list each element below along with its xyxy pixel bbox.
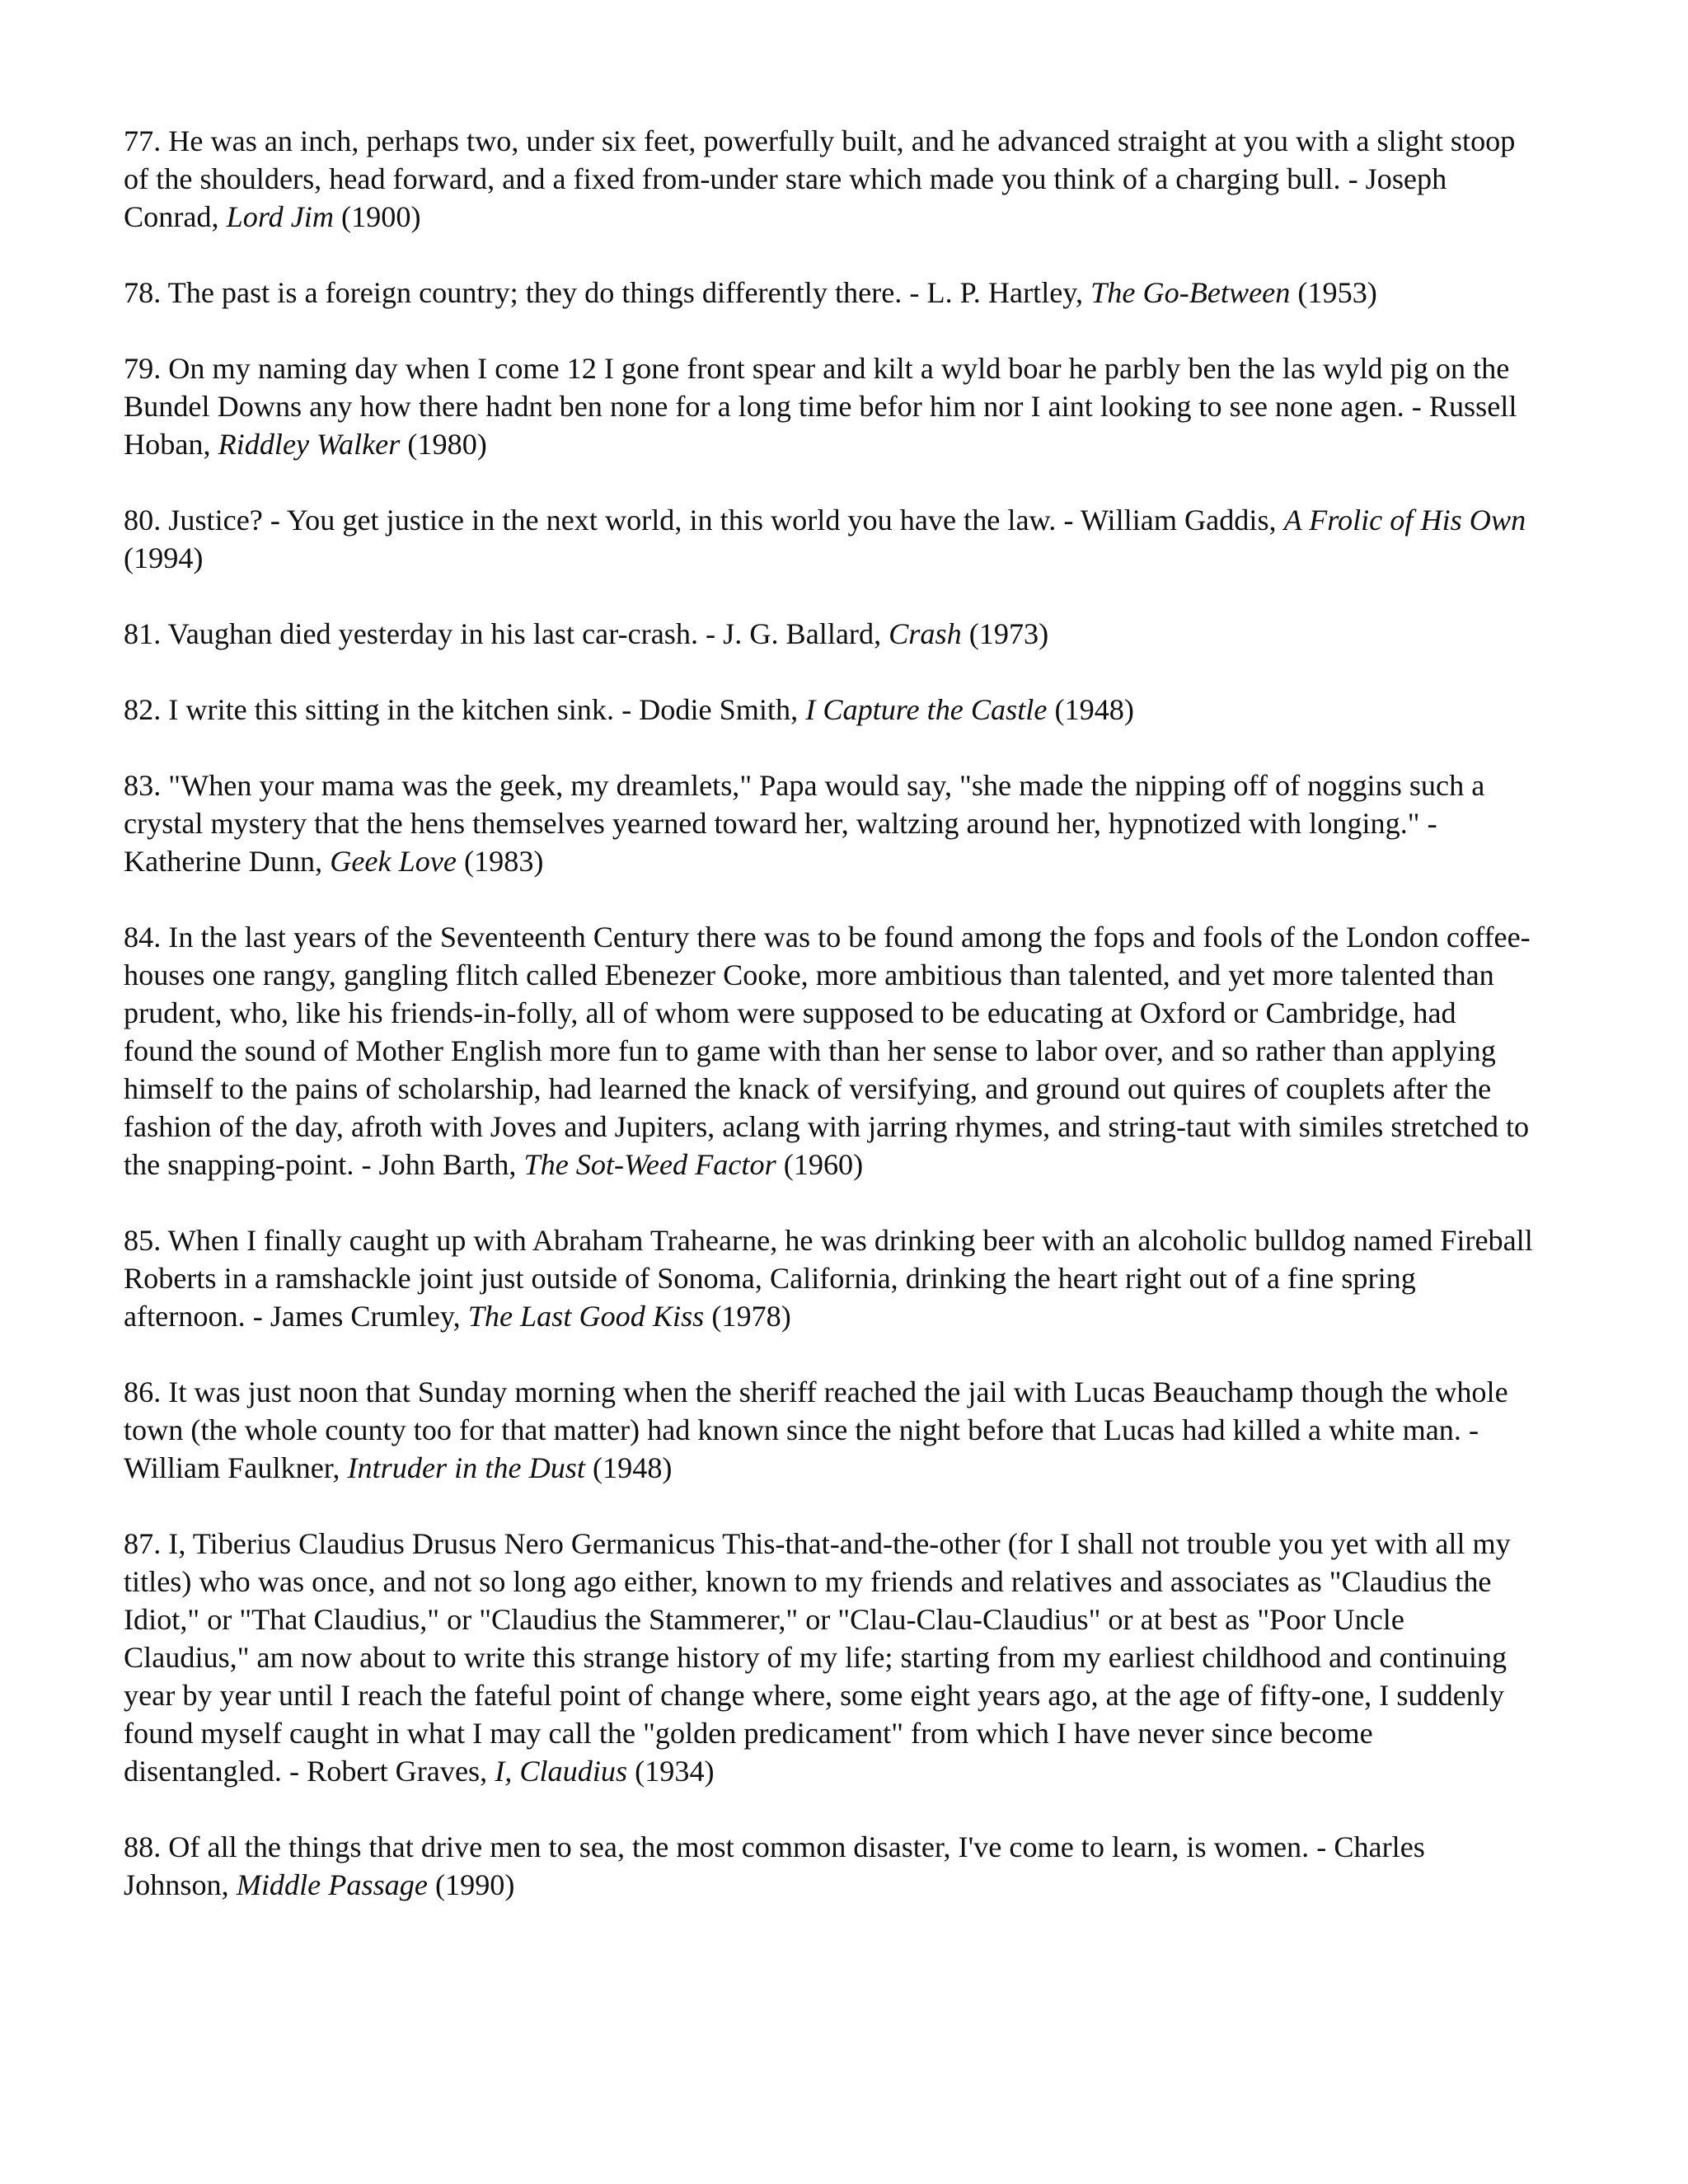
- publication-year: (1973): [961, 617, 1049, 650]
- publication-year: (1980): [400, 428, 487, 461]
- publication-year: (1948): [1047, 693, 1134, 726]
- quote-entry-80: [124, 501, 1533, 577]
- book-title: Riddley Walker: [218, 428, 401, 461]
- quote-text: 85. When I finally caught up with Abraham Trahearne, he was drinking beer with an alcoholic bulldog named Fireball Roberts in a ramshackle joint just outside of Sonoma, California, drinking the heart right out of a fine spring afternoon. - James Crumley,: [124, 1224, 1533, 1333]
- quote-entry-82: [124, 691, 1533, 729]
- book-title: Middle Passage: [236, 1868, 428, 1901]
- document-page: [124, 122, 1533, 1904]
- book-title: The Sot-Weed Factor: [523, 1148, 776, 1181]
- publication-year: (1948): [584, 1451, 673, 1484]
- quote-entry-86: [124, 1373, 1533, 1487]
- quote-text: 84. In the last years of the Seventeenth Century there was to be found among the fops and fools of the London coffee-houses one rangy, gangling flitch called Ebenezer Cooke, more ambitious than talented, and yet more talented than prudent, who, like his friends-in-folly, all of whom were supposed to be educating at Oxford or Cambridge, had found the sound of Mother English more fun to game with than her sense to labor over, and so rather than applying himself to the pains of scholarship, had learned the knack of versifying, and ground out quires of couplets after the fashion of the day, afroth with Joves and Jupiters, aclang with jarring rhymes, and string-taut with similes stretched to the snapping-point. - John Barth,: [124, 921, 1531, 1181]
- quote-entry-77: [124, 122, 1533, 236]
- publication-year: (1978): [704, 1300, 791, 1333]
- quote-text: 88. Of all the things that drive men to sea, the most common disaster, I've come to learn, is women. - Charles Johnson,: [124, 1830, 1425, 1901]
- quote-text: 79. On my naming day when I come 12 I gone front spear and kilt a wyld boar he parbly ben the las wyld pig on the Bundel Downs any how there hadnt ben none for a long time befor him nor I aint looking to see none agen. - Russell Hoban,: [124, 352, 1517, 461]
- quote-text: 78. The past is a foreign country; they do things differently there. - L. P. Hartley,: [124, 276, 1091, 309]
- publication-year: (1953): [1290, 276, 1377, 309]
- publication-year: (1960): [776, 1148, 864, 1181]
- publication-year: (1994): [124, 541, 204, 574]
- book-title: Lord Jim: [226, 200, 334, 233]
- quote-text: 83. "When your mama was the geek, my dreamlets," Papa would say, "she made the nipping off of noggins such a crystal mystery that the hens themselves yearned toward her, waltzing around her, hypnotized with longing." - Katherine Dunn,: [124, 769, 1485, 878]
- book-title: The Last Good Kiss: [467, 1300, 705, 1333]
- book-title: I, Claudius: [495, 1755, 628, 1788]
- quote-entry-88: [124, 1828, 1533, 1904]
- book-title: Crash: [889, 617, 962, 650]
- quote-text: 81. Vaughan died yesterday in his last car-crash. - J. G. Ballard,: [124, 617, 889, 650]
- publication-year: (1990): [427, 1868, 515, 1901]
- quote-text: 87. I, Tiberius Claudius Drusus Nero Germanicus This-that-and-the-other (for I shall not trouble you yet with all my titles) who was once, and not so long ago either, known to my friends and relatives and associates as "Claudius the Idiot," or "That Claudius," or "Claudius the Stammerer," or "Clau-Clau-Claudius" or at best as "Poor Uncle Claudius," am now about to write this strange history of my life; starting from my earliest childhood and continuing year by year until I reach the fateful point of change where, some eight years ago, at the age of fifty-one, I suddenly found myself caught in what I may call the "golden predicament" from which I have never since become disentangled. - Robert Graves,: [124, 1527, 1511, 1788]
- publication-year: (1983): [456, 845, 544, 878]
- quote-entry-81: [124, 615, 1533, 653]
- quote-text: 82. I write this sitting in the kitchen sink. - Dodie Smith,: [124, 693, 806, 726]
- quote-text: 86. It was just noon that Sunday morning when the sheriff reached the jail with Lucas Beauchamp though the whole town (the whole county too for that matter) had known since the night before that Lucas had killed a white man. - William Faulkner,: [124, 1376, 1508, 1484]
- quote-entry-78: [124, 274, 1533, 312]
- quote-text: 80. Justice? - You get justice in the next world, in this world you have the law. - William Gaddis,: [124, 504, 1284, 537]
- quote-entry-87: [124, 1525, 1533, 1790]
- book-title: Intruder in the Dust: [347, 1451, 585, 1484]
- quote-entry-83: [124, 766, 1533, 880]
- publication-year: (1934): [627, 1755, 715, 1788]
- quote-entry-79: [124, 349, 1533, 463]
- book-title: A Frolic of His Own: [1283, 504, 1526, 537]
- publication-year: (1900): [333, 200, 421, 233]
- book-title: Geek Love: [330, 845, 457, 878]
- quote-entry-85: [124, 1221, 1533, 1335]
- quote-text: 77. He was an inch, perhaps two, under six feet, powerfully built, and he advanced straight at you with a slight stoop of the shoulders, head forward, and a fixed from-under stare which made you think of a charging bull. - Joseph Conrad,: [124, 124, 1516, 233]
- book-title: The Go-Between: [1090, 276, 1291, 309]
- quote-entry-84: [124, 918, 1533, 1183]
- book-title: I Capture the Castle: [805, 693, 1048, 726]
